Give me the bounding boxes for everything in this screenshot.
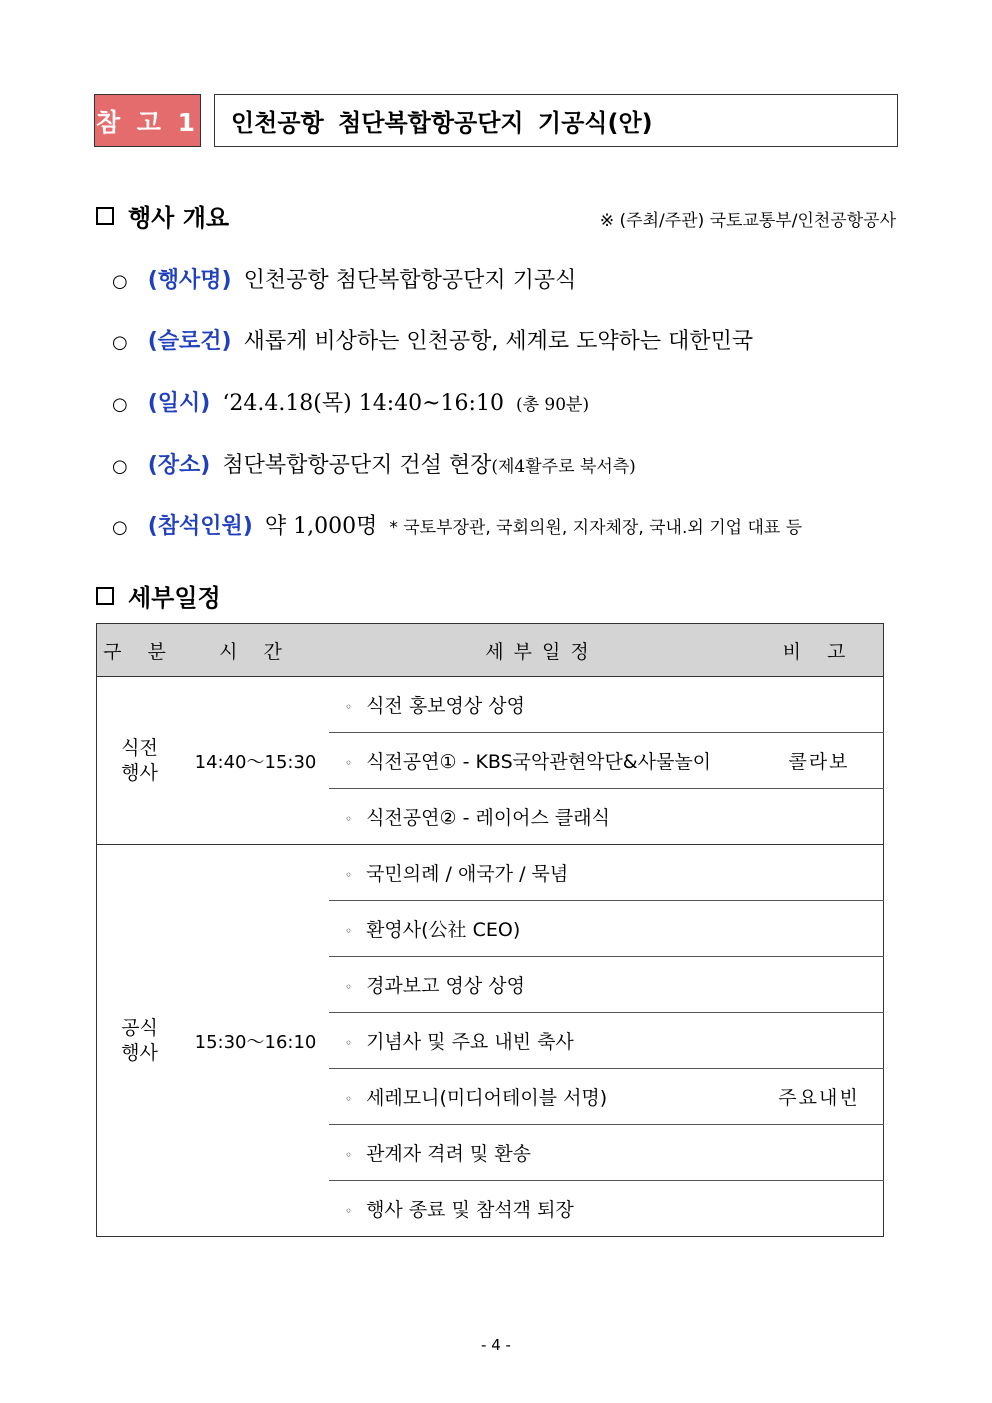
item-text: 국민의례 / 애국가 / 묵념 <box>366 863 569 885</box>
col-header-category: 구 분 <box>97 624 183 677</box>
item-text: 환영사(公社 CEO) <box>366 919 521 941</box>
item-value: 새롭게 비상하는 인천공항, 세계로 도약하는 대한민국 <box>243 329 754 354</box>
note-cell <box>755 901 884 957</box>
circle-bullet-icon: ○ <box>112 456 128 477</box>
item-cell <box>329 1069 755 1125</box>
item-cell <box>329 789 755 845</box>
item-value: 인천공항 첨단복합항공단지 기공식 <box>243 268 577 293</box>
category-text: 식전 행사 <box>121 736 158 784</box>
circle-bullet-icon: ○ <box>112 332 128 353</box>
circle-bullet-icon: ○ <box>112 271 128 292</box>
item-label: (장소) <box>147 453 211 478</box>
note-cell <box>755 1125 884 1181</box>
reference-badge: 참 고 1 <box>94 94 201 147</box>
note-cell <box>755 789 884 845</box>
item-text: 경과보고 영상 상영 <box>366 975 525 997</box>
schedule-table <box>96 623 884 1237</box>
item-text: 기념사 및 주요 내빈 축사 <box>366 1031 574 1053</box>
circle-bullet-icon: ○ <box>112 394 128 415</box>
item-cell <box>329 1013 755 1069</box>
schedule-heading-text: 세부일정 <box>128 584 221 612</box>
dot-bullet-icon: ◦ <box>345 1203 353 1218</box>
item-cell <box>329 1181 755 1237</box>
col-header-note: 비 고 <box>755 624 884 677</box>
item-text: 식전공연① - KBS국악관현악단&사물놀이 <box>366 751 712 773</box>
note-cell <box>755 677 884 733</box>
item-value: ‘24.4.18(목) 14:40~16:10 <box>222 391 504 416</box>
dot-bullet-icon: ◦ <box>345 867 353 882</box>
item-cell <box>329 733 755 789</box>
note-cell <box>755 957 884 1013</box>
dot-bullet-icon: ◦ <box>345 1147 353 1162</box>
schedule-heading <box>96 578 221 613</box>
item-cell <box>329 845 755 901</box>
note-cell: 콜라보 <box>755 733 884 789</box>
category-text: 공식 행사 <box>121 1016 158 1064</box>
item-text: 식전공연② - 레이어스 클래식 <box>366 807 610 829</box>
item-extra: * 국토부장관, 국회의원, 지자체장, 국내.외 기업 대표 등 <box>389 518 803 538</box>
note-cell <box>755 845 884 901</box>
category-cell <box>97 845 183 1237</box>
time-cell: 14:40～15:30 <box>182 677 329 845</box>
table-row <box>97 677 884 733</box>
col-header-details: 세부일정 <box>329 624 755 677</box>
overview-heading-text: 행사 개요 <box>128 204 230 232</box>
checkbox-icon <box>96 587 114 605</box>
overview-heading <box>96 198 229 233</box>
item-value: 약 1,000명 <box>264 514 378 539</box>
dot-bullet-icon: ◦ <box>345 979 353 994</box>
note-cell <box>755 1181 884 1237</box>
overview-item-event-name <box>112 263 576 294</box>
item-extra: (제4활주로 북서측) <box>491 457 636 477</box>
time-cell: 15:30～16:10 <box>194 1031 317 1053</box>
item-label: (슬로건) <box>147 329 232 354</box>
item-cell <box>329 1125 755 1181</box>
item-text: 행사 종료 및 참석객 퇴장 <box>366 1199 574 1221</box>
item-cell <box>329 901 755 957</box>
item-label: (행사명) <box>147 268 232 293</box>
page-number: - 4 - <box>481 1336 511 1354</box>
overview-item-datetime <box>112 386 589 417</box>
note-cell <box>755 1013 884 1069</box>
overview-item-location <box>112 448 636 479</box>
dot-bullet-icon: ◦ <box>345 699 353 714</box>
dot-bullet-icon: ◦ <box>345 923 353 938</box>
host-note: ※ (주최/주관) 국토교통부/인천공항공사 <box>599 211 896 231</box>
category-cell <box>97 677 183 845</box>
dot-bullet-icon: ◦ <box>345 755 353 770</box>
dot-bullet-icon: ◦ <box>345 1035 353 1050</box>
overview-item-attendees <box>112 509 802 540</box>
circle-bullet-icon: ○ <box>112 517 128 538</box>
overview-item-slogan <box>112 324 753 355</box>
col-header-time: 시 간 <box>182 624 329 677</box>
dot-bullet-icon: ◦ <box>345 1091 353 1106</box>
item-text: 세레모니(미디어테이블 서명) <box>366 1087 608 1109</box>
item-extra: (총 90분) <box>515 395 590 415</box>
item-cell <box>329 677 755 733</box>
item-text: 관계자 격려 및 환송 <box>366 1143 532 1165</box>
item-text: 식전 홍보영상 상영 <box>366 695 525 717</box>
dot-bullet-icon: ◦ <box>345 811 353 826</box>
table-header-row <box>97 624 884 677</box>
note-cell: 주요내빈 <box>755 1069 884 1125</box>
item-label: (참석인원) <box>147 514 253 539</box>
item-cell <box>329 957 755 1013</box>
document-title: 인천공항 첨단복합항공단지 기공식(안) <box>214 94 898 147</box>
table-row <box>97 845 884 901</box>
item-label: (일시) <box>147 391 211 416</box>
item-value: 첨단복합항공단지 건설 현장 <box>222 453 492 478</box>
checkbox-icon <box>96 207 114 225</box>
